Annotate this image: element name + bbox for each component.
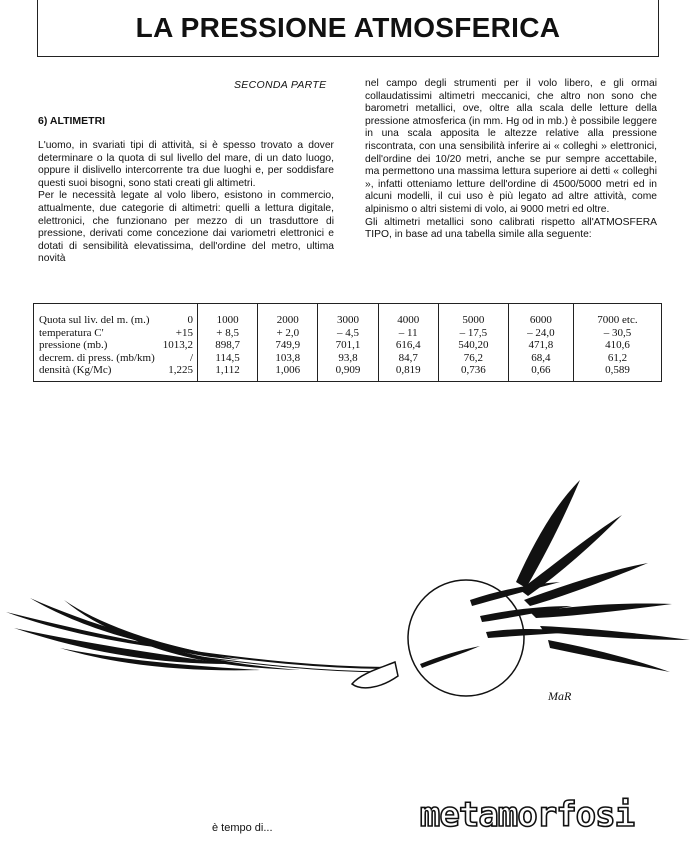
table-cell: 61,2 [607, 351, 628, 364]
table-cell: 1000 [216, 314, 239, 326]
table-column-3000 [318, 304, 378, 382]
subtitle: SECONDA PARTE [234, 79, 327, 91]
table-cell: 410,6 [605, 339, 630, 351]
logo-text: metamorfosi [419, 795, 635, 835]
table-cell: 701,1 [335, 339, 361, 351]
table-cell: + 8,5 [216, 326, 239, 339]
table-cell: 540,20 [458, 339, 489, 351]
table-label-row [39, 339, 193, 352]
table-cell: 0,589 [605, 364, 630, 376]
sun-circle [408, 580, 524, 696]
table-column-7000 [573, 304, 661, 382]
atmosphere-table [33, 303, 662, 382]
table-column-4000 [378, 304, 438, 382]
label-text: densità (Kg/Mc) [39, 364, 112, 376]
label-text: temperatura C' [39, 326, 104, 339]
table-cell: 2000 [276, 314, 299, 326]
table-cell: 114,5 [215, 351, 240, 364]
label-value: +15 [175, 326, 193, 339]
table-cell: – 11 [398, 326, 418, 339]
table-cell: + 2,0 [276, 326, 300, 339]
label-text: pressione (mb.) [39, 339, 108, 351]
right-column [365, 78, 657, 242]
artist-signature: MaR [548, 689, 572, 703]
table-cell: 898,7 [215, 339, 240, 351]
table-cell: – 30,5 [603, 326, 632, 339]
stork-sun-illustration [0, 470, 700, 710]
label-value: 0 [187, 314, 193, 326]
table-cell: 7000 etc. [597, 314, 638, 326]
table-cell: 84,7 [398, 351, 418, 364]
table-cell: 5000 [462, 314, 485, 326]
label-value: / [189, 351, 193, 364]
stork-head [352, 662, 398, 688]
table-cell: 0,66 [531, 364, 551, 376]
right-paragraph-1: nel campo degli strumenti per il volo libero, e gli ormai collaudatissimi altimetri meccanici, che altro non sono che barometri metallici, ove, oltre alla scala delle letture della pressione atmosferica (in mm. Hg od in mb.) è possibile leggere in una scala apposita le altezze relative alla pressione riscontrata, con una sensibilità inferire ai « colleghi » elettronici, dell'ordine dei 10/20 metri, anche se pur sempre accettabile, ma permettono una massima lettura superiore ai detti « colleghi », infatti otteniamo letture dell'ordine di 4500/5000 metri ed in alcuni modelli, il cui uso è più legato ad altre attività, come alpinismo o altri sistemi di volo, ai 9000 metri ed oltre. [365, 78, 657, 215]
table-cell: 0,909 [335, 364, 361, 376]
table-cell: 749,9 [275, 339, 301, 351]
left-paragraph-2: Per le necessità legate al volo libero, esistono in commercio, attualmente, due categorie di altimetri: quelli a lettura digitale, elettronici, che funzionano per mezzo di un trasduttore di pressione, derivati come concezione dai variometri elettronici e dotati di sensibilità elevatissima, dell'ordine del metro, ultima novità [38, 190, 334, 265]
table-cell: 616,4 [395, 339, 421, 351]
label-text: Quota sul liv. del m. (m.) [39, 314, 150, 326]
table-cell: 76,2 [463, 351, 483, 364]
table-column-1000 [198, 304, 258, 382]
table-label-row [39, 327, 193, 340]
table-label-row [39, 364, 193, 377]
table-cell: 471,8 [528, 339, 554, 351]
table-cell: 6000 [529, 314, 552, 326]
table-cell: 0,736 [460, 364, 486, 376]
left-column [38, 140, 334, 266]
table-cell: 1,112 [215, 364, 240, 376]
footer-caption: è tempo di... [212, 822, 273, 834]
table-cell: – 24,0 [527, 326, 555, 339]
table-cell: – 17,5 [459, 326, 488, 339]
title-box [37, 0, 659, 57]
table-cell: 0,819 [395, 364, 421, 376]
table-label-row [39, 314, 193, 327]
section-heading: 6) ALTIMETRI [38, 115, 106, 127]
metamorfosi-logo [404, 794, 650, 836]
table-row [34, 304, 662, 382]
table-column-6000 [508, 304, 573, 382]
table-label-column [34, 304, 198, 382]
table-cell: – 4,5 [337, 326, 359, 339]
table-cell: 93,8 [338, 351, 358, 364]
table-cell: 1,006 [275, 364, 301, 376]
label-value: 1013,2 [162, 339, 193, 351]
table-column-2000 [258, 304, 318, 382]
right-paragraph-2: Gli altimetri metallici sono calibrati rispetto all'ATMOSFERA TIPO, in base ad una tabella simile alla seguente: [365, 216, 657, 241]
table-cell: 4000 [397, 314, 420, 326]
page-title: LA PRESSIONE ATMOSFERICA [135, 12, 561, 43]
table-column-5000 [438, 304, 508, 382]
label-text: decrem. di press. (mb/km) [39, 351, 155, 364]
table-cell: 3000 [337, 314, 359, 326]
left-paragraph-1: L'uomo, in svariati tipi di attività, si è spesso trovato a dover determinare o la quota di sul livello del mare, di un dato luogo, oppure il dislivello intercorrente tra due luoghi e, per soddisfare questi suoi bisogni, sono stati creati gli altimetri. [38, 140, 334, 189]
label-value: 1,225 [168, 364, 193, 376]
table-label-row [39, 352, 193, 365]
table-cell: 68,4 [531, 351, 551, 364]
table-cell: 103,8 [275, 351, 301, 364]
